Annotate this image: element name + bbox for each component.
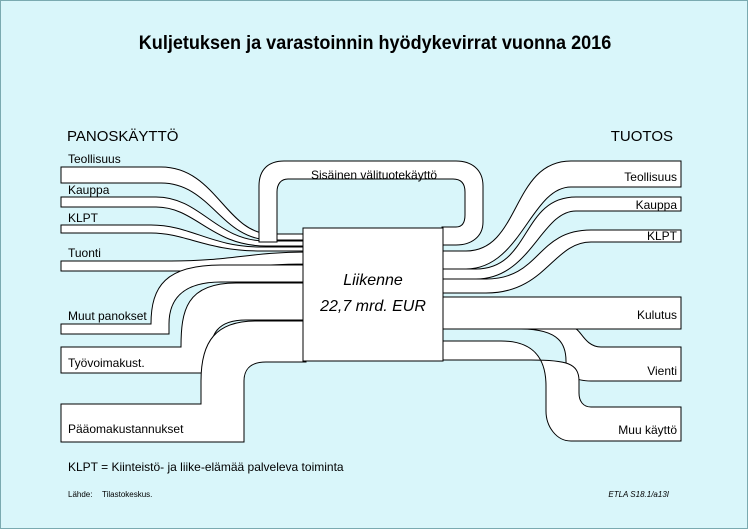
input-label-tyovoimakust: Työvoimakust. <box>68 356 145 370</box>
center-box <box>303 228 443 361</box>
output-label-kulutus: Kulutus <box>636 308 677 322</box>
input-label-tuonti: Tuonti <box>68 246 101 260</box>
output-label-klpt: KLPT <box>646 229 677 243</box>
output-label-vienti: Vienti <box>647 364 677 378</box>
sankey-flows <box>1 1 748 530</box>
output-label-teollisuus: Teollisuus <box>624 170 677 184</box>
input-label-paaomakustannukset: Pääomakustannukset <box>68 422 184 436</box>
left-header: PANOSKÄYTTÖ <box>67 128 179 145</box>
output-label-muu-kaytto: Muu käyttö <box>618 423 677 437</box>
center-name: Liikenne <box>343 272 403 289</box>
input-label-muut-panokset: Muut panokset <box>68 309 147 323</box>
right-header: TUOTOS <box>610 128 673 145</box>
chart-code: ETLA S18.1/a13I <box>608 490 669 499</box>
center-value: 22,7 mrd. EUR <box>320 298 426 315</box>
output-label-kauppa: Kauppa <box>635 198 677 212</box>
input-label-kauppa: Kauppa <box>68 183 110 197</box>
source-label: Lähde: <box>68 490 93 499</box>
input-label-teollisuus: Teollisuus <box>68 152 121 166</box>
source-name: Tilastokeskus. <box>102 490 153 499</box>
chart-title: Kuljetuksen ja varastoinnin hyödykevirrat vuonna 2016 <box>138 33 612 54</box>
internal-loop-label: Sisäinen välituotekäyttö <box>311 168 438 182</box>
footnote: KLPT = Kiinteistö- ja liike-elämää palveleva toiminta <box>68 460 344 474</box>
input-label-klpt: KLPT <box>68 211 99 225</box>
